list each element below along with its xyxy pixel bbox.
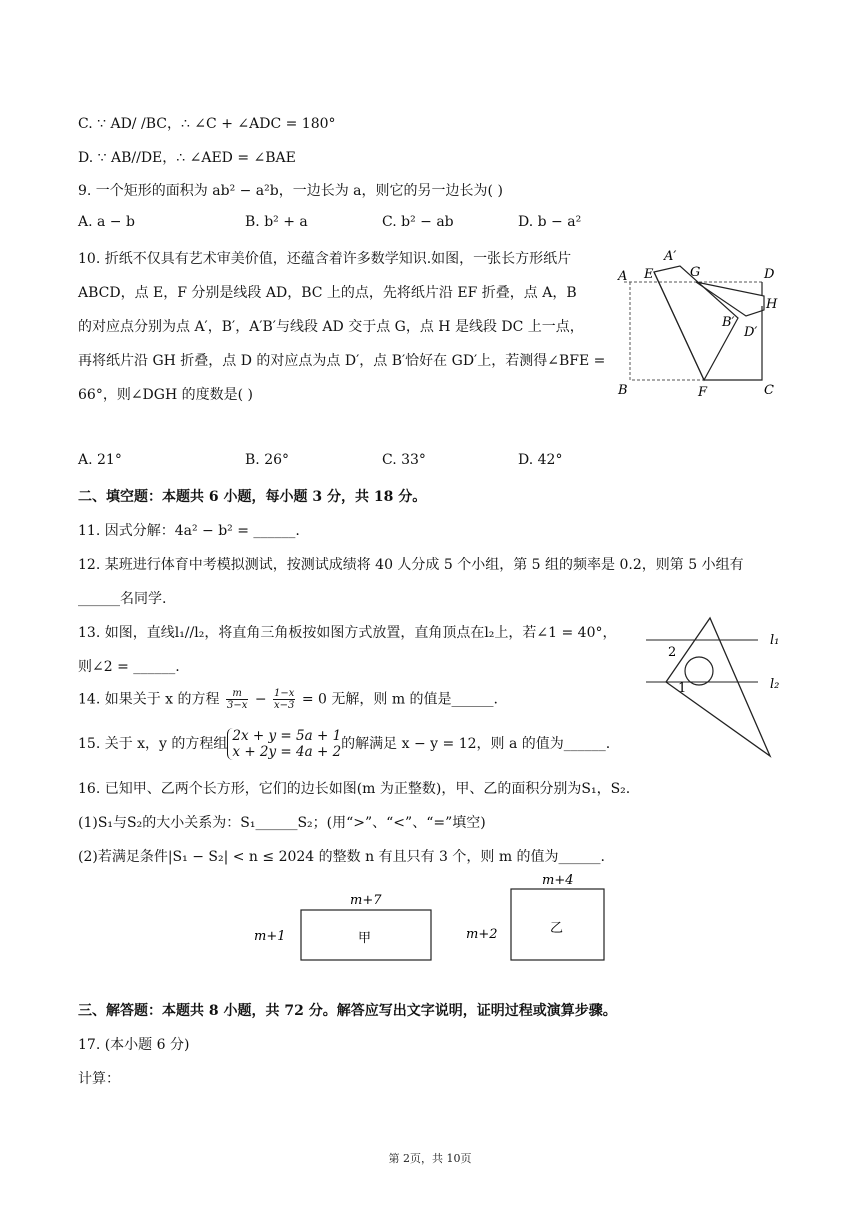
q13-line-2: 则∠2 = ______. — [78, 659, 180, 675]
fig16-rect1-top: m+7 — [350, 893, 382, 908]
q9-option-d: D. b − a² — [518, 214, 582, 230]
fig10-label-A-prime: A′ — [664, 249, 677, 264]
fig16-rect2-name: 乙 — [550, 921, 564, 936]
fig13-label-l2: l₂ — [770, 677, 780, 692]
q16-part-2: (2)若满足条件|S₁ − S₂| < n ≤ 2024 的整数 n 有且只有 3 个，则 m 的值为______. — [78, 849, 606, 865]
q17-text: 计算： — [78, 1071, 120, 1087]
q14-fraction-1 — [226, 688, 248, 711]
fig10-label-B: B — [618, 383, 628, 398]
q15-equation-system — [227, 728, 341, 760]
fig10-label-A: A — [618, 269, 628, 284]
q13-line-1: 13. 如图，直线l₁//l₂，将直角三角板按如图方式放置，直角顶点在l₂上，若∠1 = 40°， — [78, 625, 617, 641]
fig10-label-E: E — [644, 267, 654, 282]
q9-stem: 9. 一个矩形的面积为 ab² − a²b，一边长为 a，则它的另一边长为( ) — [78, 183, 503, 199]
q10-line-2: ABCD，点 E，F 分别是线段 AD，BC 上的点，先将纸片沿 EF 折叠，点 A，B — [78, 285, 577, 301]
q15-text — [78, 728, 610, 760]
section-3-heading: 三、解答题：本题共 8 小题，共 72 分。解答应写出文字说明，证明过程或演算步骤。 — [78, 1003, 617, 1019]
fig16-rect1-side: m+1 — [254, 929, 286, 944]
q15-post: 的解满足 x − y = 12，则 a 的值为______. — [341, 736, 611, 752]
q9-option-b: B. b² + a — [245, 214, 308, 230]
q12-line-1: 12. 某班进行体育中考模拟测试，按测试成绩将 40 人分成 5 个小组，第 5 组的频率是 0.2，则第 5 小组有 — [78, 557, 744, 573]
q15-pre: 15. 关于 x，y 的方程组 — [78, 736, 228, 752]
fig13-label-l1: l₁ — [770, 633, 780, 648]
q8-option-d: D. ∵ AB//DE，∴ ∠AED = ∠BAE — [78, 150, 296, 166]
q9-option-c: C. b² − ab — [382, 214, 454, 230]
q13-triangle-figure — [640, 612, 790, 762]
fig10-label-G: G — [690, 265, 701, 280]
q10-option-b: B. 26° — [245, 452, 290, 468]
q17-title: 17. (本小题 6 分) — [78, 1037, 190, 1053]
fig16-rect1-name: 甲 — [358, 931, 372, 946]
q14-fraction-2 — [273, 688, 295, 711]
q16-part-1: (1)S₁与S₂的大小关系为：S₁______S₂；(用“>”、“<”、“=”填空) — [78, 815, 486, 831]
q10-line-5: 66°，则∠DGH 的度数是( ) — [78, 387, 253, 403]
q12-line-2: ______名同学. — [78, 591, 167, 607]
section-2-heading: 二、填空题：本题共 6 小题，每小题 3 分，共 18 分。 — [78, 489, 427, 505]
fig16-rect2-side: m+2 — [466, 927, 498, 942]
page-footer: 第 2页，共 10页 — [388, 1152, 472, 1165]
q10-option-d: D. 42° — [518, 452, 563, 468]
q14-frac1-den: 3−x — [226, 700, 248, 711]
q8-option-c: C. ∵ AD/ /BC，∴ ∠C + ∠ADC = 180° — [78, 116, 336, 132]
q14-minus: − — [254, 691, 267, 708]
q9-option-a: A. a − b — [78, 214, 135, 230]
q14-frac1-num: m — [226, 688, 248, 700]
q10-folding-figure — [612, 244, 782, 404]
q10-line-3: 的对应点分别为点 A′，B′，A′B′与线段 AD 交于点 G，点 H 是线段 DC 上一点， — [78, 319, 584, 335]
fig16-rect2-top: m+4 — [542, 873, 574, 888]
q10-line-4: 再将纸片沿 GH 折叠，点 D 的对应点为点 D′，点 B′恰好在 GD′上，若测得∠BFE = — [78, 353, 606, 369]
fig10-label-D-prime: D′ — [744, 325, 758, 340]
q14-pre: 14. 如果关于 x 的方程 — [78, 691, 220, 708]
fig10-label-H: H — [766, 297, 778, 312]
fig10-label-C: C — [764, 383, 774, 398]
q11-text: 11. 因式分解：4a² − b² = ______. — [78, 523, 300, 539]
q10-option-a: A. 21° — [78, 452, 122, 468]
fig10-label-F: F — [698, 385, 708, 400]
q14-text — [78, 688, 498, 711]
q14-frac2-den: x−3 — [274, 700, 295, 711]
q16-rectangles-figure — [250, 868, 620, 968]
q15-eq1: 2x + y = 5a + 1 — [232, 728, 342, 744]
fig10-label-B-prime: B′ — [722, 315, 735, 330]
q10-line-1: 10. 折纸不仅具有艺术审美价值，还蕴含着许多数学知识.如图，一张长方形纸片 — [78, 251, 572, 267]
fig13-label-angle2: 2 — [668, 645, 677, 660]
q14-frac2-num: 1−x — [274, 688, 295, 699]
q16-stem: 16. 已知甲、乙两个长方形，它们的边长如图(m 为正整数)，甲、乙的面积分别为S₁，S₂. — [78, 781, 631, 797]
fig13-label-angle1: 1 — [678, 681, 687, 696]
fig10-label-D: D — [764, 267, 775, 282]
q15-eq2: x + 2y = 4a + 2 — [232, 744, 342, 760]
q10-option-c: C. 33° — [382, 452, 426, 468]
q14-post: = 0 无解，则 m 的值是______. — [301, 691, 499, 708]
